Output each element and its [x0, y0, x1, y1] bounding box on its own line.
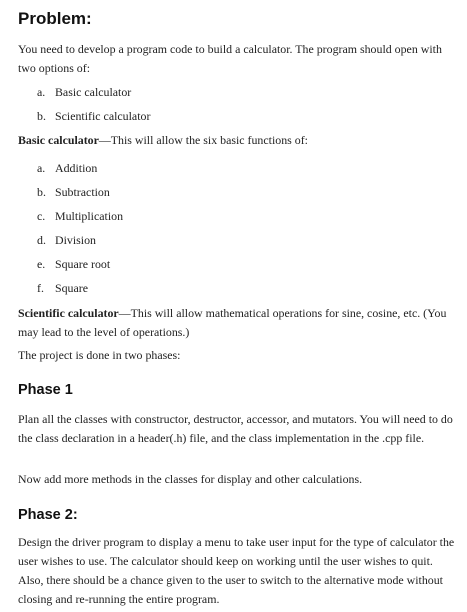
option-item — [37, 84, 131, 100]
problem-intro: You need to develop a program code to build a calculator. The program should open with two options of: — [18, 42, 442, 75]
function-item — [37, 232, 96, 248]
function-item — [37, 208, 123, 224]
scientific-calculator-text: —This will allow mathematical operations for sine, cosine, etc. (You may lead to the level of operations.) — [18, 306, 447, 339]
basic-calculator-label: Basic calculator — [18, 133, 99, 147]
list-item-text: Scientific calculator — [55, 109, 151, 123]
function-item — [37, 160, 97, 176]
phases-note: The project is done in two phases: — [18, 348, 181, 362]
basic-calculator-text: —This will allow the six basic functions of: — [98, 133, 308, 147]
list-item-text: Square root — [55, 257, 111, 271]
list-item-text: Basic calculator — [55, 85, 132, 99]
phase-2-paragraph: Design the driver program to display a menu to take user input for the type of calculator the user wishes to use. The calculator should keep on working until the user wishes to quit. Also, there should be a chance given to the user to switch to the alternative mode without closing and re-running the entire program. — [18, 535, 455, 606]
list-item-text: Square — [55, 281, 89, 295]
list-marker: b. — [37, 185, 46, 199]
function-item — [37, 184, 110, 200]
problem-heading: Problem: — [18, 9, 92, 28]
function-item — [37, 280, 88, 296]
basic-calculator-paragraph — [18, 131, 460, 150]
list-item-text: Subtraction — [55, 185, 110, 199]
list-marker: a. — [37, 161, 46, 175]
phase-1-heading: Phase 1 — [18, 382, 73, 398]
phase-2-heading: Phase 2: — [18, 507, 78, 523]
option-item — [37, 108, 150, 124]
function-item — [37, 256, 110, 272]
phase-1-paragraph-2: Now add more methods in the classes for display and other calculations. — [18, 472, 363, 486]
list-marker: e. — [37, 257, 46, 271]
phase-1-paragraph: Plan all the classes with constructor, destructor, accessor, and mutators. You will need to do the class declaration in a header(.h) file, and the class implementation in the .cpp file. — [18, 412, 453, 445]
list-marker: c. — [37, 209, 46, 223]
scientific-calculator-label: Scientific calculator — [18, 306, 119, 320]
scientific-calculator-paragraph — [18, 304, 460, 342]
list-marker: d. — [37, 233, 46, 247]
list-item-text: Addition — [55, 161, 98, 175]
list-marker: a. — [37, 85, 46, 99]
list-item-text: Division — [55, 233, 96, 247]
list-marker: b. — [37, 109, 46, 123]
list-item-text: Multiplication — [55, 209, 124, 223]
list-marker: f. — [37, 281, 44, 295]
